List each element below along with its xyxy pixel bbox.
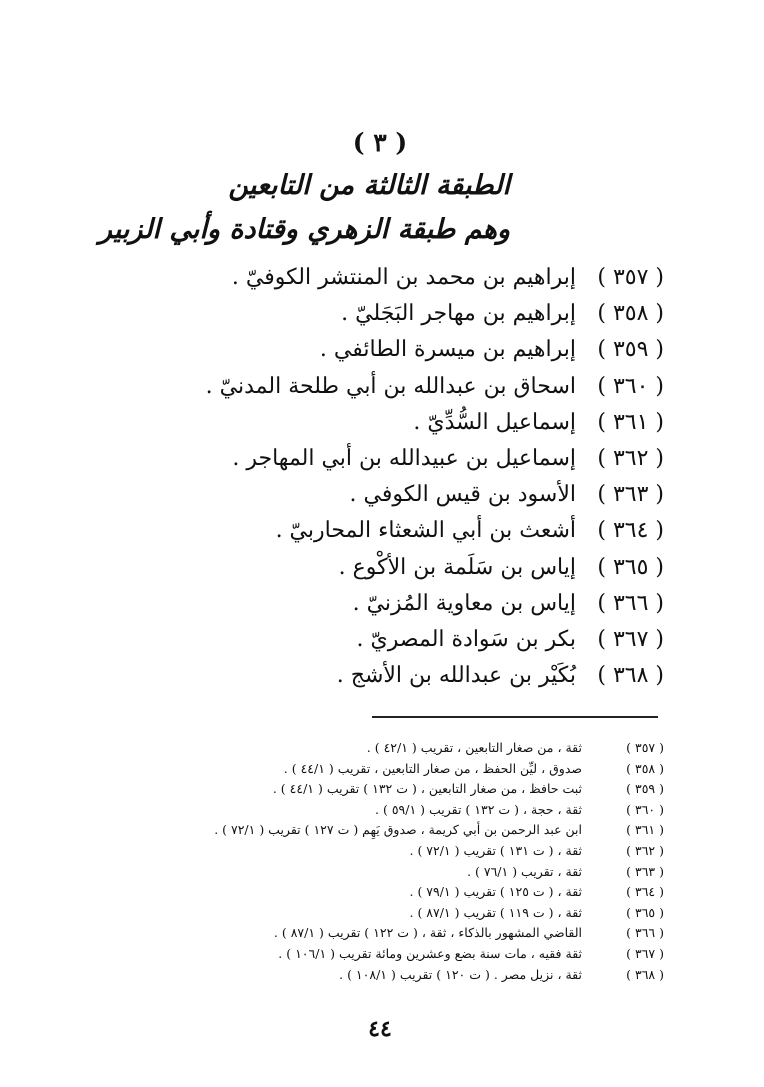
page-number: ٤٤ — [368, 1016, 392, 1042]
entry-number: ( ٣٦١ ) — [597, 409, 664, 435]
footnote-number: ( ٣٦٣ ) — [626, 863, 664, 879]
footnote-divider — [372, 716, 658, 718]
footnote-text: ثقة ، تقريب ( ٧٦/١ ) . — [467, 863, 582, 879]
footnote — [104, 862, 664, 883]
footnote — [104, 965, 664, 986]
footnote-text: ثبت حافظ ، من صغار التابعين ، ( ت ١٣٢ ) تقريب ( ٤٤/١ ) . — [272, 781, 582, 797]
entry-text: إبراهيم بن ميسرة الطائفي . — [319, 337, 576, 363]
entry-number: ( ٣٦٥ ) — [597, 554, 664, 580]
footnote-number: ( ٣٦٨ ) — [626, 966, 664, 982]
narrator-entry — [204, 369, 664, 405]
footnote-text: ثقة ، نزيل مصر . ( ت ١٢٠ ) تقريب ( ١٠٨/١ ) . — [339, 966, 582, 982]
entry-number: ( ٣٦٨ ) — [597, 663, 664, 689]
narrator-entry — [204, 441, 664, 477]
footnote-text: القاضي المشهور بالذكاء ، ثقة ، ( ت ١٢٢ ) تقريب ( ٨٧/١ ) . — [273, 925, 582, 941]
entry-text: إسماعيل بن عبيدالله بن أبي المهاجر . — [232, 445, 576, 471]
entry-text: بكر بن سَوادة المصريّ . — [356, 626, 576, 652]
footnote-number: ( ٣٦٤ ) — [626, 884, 664, 900]
footnote-text: ابن عبد الرحمن بن أبي كريمة ، صدوق يَهِم ( ت ١٢٧ ) تقريب ( ٧٢/١ ) . — [214, 822, 582, 838]
footnote — [104, 759, 664, 780]
footnote-text: ثقة ، حجة ، ( ت ١٣٢ ) تقريب ( ٥٩/١ ) . — [375, 801, 582, 817]
entry-number: ( ٣٦٢ ) — [597, 445, 664, 471]
footnote-number: ( ٣٦٦ ) — [626, 925, 664, 941]
footnote-text: ثقة ، ( ت ١١٩ ) تقريب ( ٨٧/١ ) . — [409, 904, 582, 920]
footnotes-list — [104, 738, 664, 985]
footnote-text: صدوق ، ليِّن الحفظ ، من صغار التابعين ، تقريب ( ٤٤/١ ) . — [283, 760, 582, 776]
entry-text: أشعث بن أبي الشعثاء المحاربيّ . — [275, 518, 576, 544]
entry-number: ( ٣٥٨ ) — [597, 301, 664, 327]
footnote — [104, 800, 664, 821]
narrator-entry — [204, 332, 664, 368]
entry-text: إبراهيم بن مهاجر البَجَليّ . — [341, 301, 576, 327]
footnote-number: ( ٣٦٧ ) — [626, 945, 664, 961]
footnote — [104, 923, 664, 944]
entry-number: ( ٣٦٣ ) — [597, 482, 664, 508]
footnote — [104, 779, 664, 800]
footnote-number: ( ٣٥٨ ) — [626, 760, 664, 776]
entry-text: إبراهيم بن محمد بن المنتشر الكوفيّ . — [231, 265, 576, 290]
footnote-number: ( ٣٦٢ ) — [626, 842, 664, 858]
footnote-number: ( ٣٦٥ ) — [626, 904, 664, 920]
entry-number: ( ٣٦٦ ) — [597, 590, 664, 616]
footnote — [104, 738, 664, 759]
footnote — [104, 882, 664, 903]
narrator-entry — [204, 550, 664, 586]
entry-number: ( ٣٦٧ ) — [597, 626, 664, 652]
footnote-text: ثقة ، ( ت ١٣١ ) تقريب ( ٧٢/١ ) . — [409, 842, 582, 858]
narrator-entry — [204, 260, 664, 296]
footnote-text: ثقة فقيه ، مات سنة بضع وعشرين ومائة تقريب ( ١٠٦/١ ) . — [278, 945, 582, 961]
section-number: ( ٣ ) — [352, 128, 408, 157]
footnote-number: ( ٣٥٧ ) — [626, 740, 664, 755]
section-title-line-1: الطبقة الثالثة من التابعين — [228, 170, 510, 201]
narrator-entry — [204, 513, 664, 549]
entry-text: إياس بن معاوية المُزنيّ . — [352, 590, 576, 616]
entry-text: الأسود بن قيس الكوفي . — [349, 482, 576, 508]
footnote-text: ثقة ، ( ت ١٢٥ ) تقريب ( ٧٩/١ ) . — [409, 884, 582, 900]
narrator-entry — [204, 622, 664, 658]
entry-number: ( ٣٥٩ ) — [597, 337, 664, 363]
narrator-entry — [204, 296, 664, 332]
entry-number: ( ٣٥٧ ) — [597, 265, 664, 290]
footnote — [104, 820, 664, 841]
narrator-entry — [204, 405, 664, 441]
footnote-number: ( ٣٦١ ) — [626, 822, 664, 838]
entry-number: ( ٣٦٠ ) — [597, 373, 664, 399]
footnote-text: ثقة ، من صغار التابعين ، تقريب ( ٤٢/١ ) . — [366, 740, 582, 755]
narrator-entry — [204, 658, 664, 694]
footnote — [104, 903, 664, 924]
entry-text: اسحاق بن عبدالله بن أبي طلحة المدنيّ . — [205, 373, 576, 399]
footnote-number: ( ٣٥٩ ) — [626, 781, 664, 797]
entry-text: إياس بن سَلَمة بن الأكْوع . — [338, 554, 576, 580]
entry-text: إسماعيل السُّدِّيّ . — [413, 409, 576, 435]
entry-text: بُكَيْر بن عبدالله بن الأشج . — [336, 663, 576, 689]
section-title-line-2: وهم طبقة الزهري وقتادة وأبي الزبير — [98, 214, 510, 245]
entry-number: ( ٣٦٤ ) — [597, 518, 664, 544]
footnote — [104, 944, 664, 965]
footnote-number: ( ٣٦٠ ) — [626, 801, 664, 817]
footnote — [104, 841, 664, 862]
narrator-entry — [204, 586, 664, 622]
narrator-list — [204, 260, 664, 694]
narrator-entry — [204, 477, 664, 513]
